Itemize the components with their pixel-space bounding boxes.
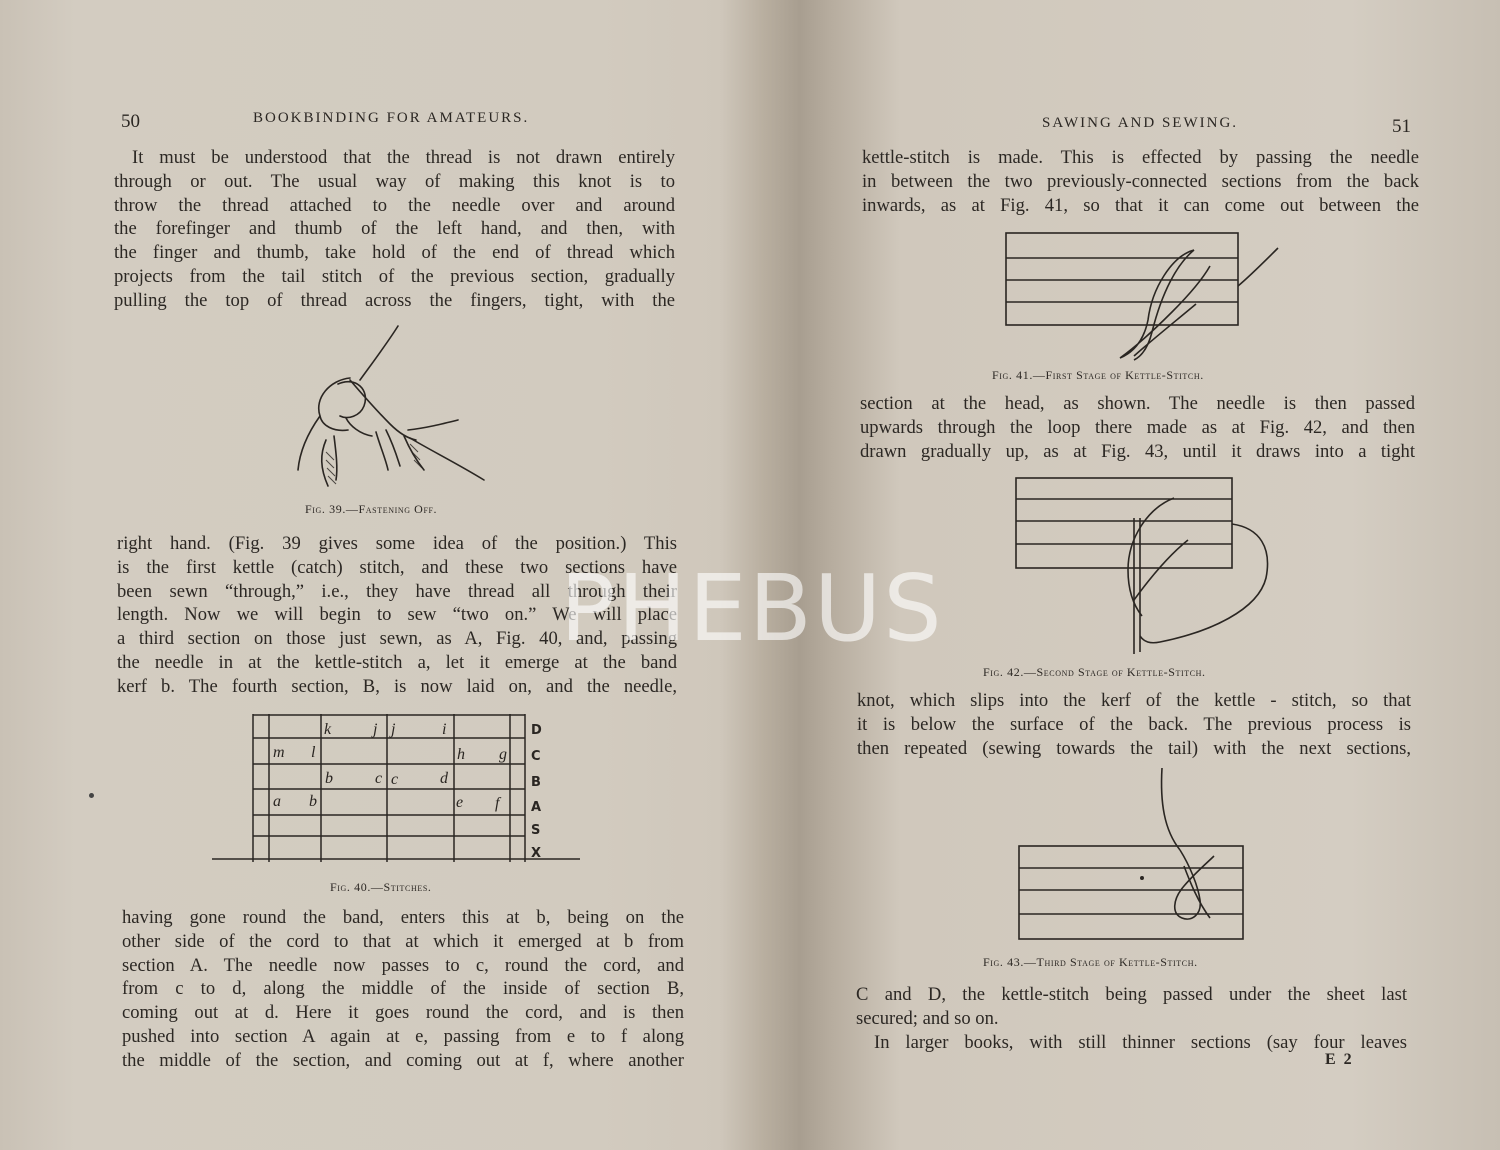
text-line: then repeated (sewing towards the tail) with the next sections, (857, 737, 1411, 759)
paragraph-2 (117, 532, 677, 699)
text-line: C and D, the kettle-stitch being passed under the sheet last (856, 984, 1407, 1005)
cell-d: d (440, 770, 448, 787)
cell-h: h (457, 746, 465, 763)
cell-j2: j (391, 721, 396, 738)
ink-speck (89, 793, 94, 798)
cell-a: a (273, 793, 281, 810)
text-line: section A. The needle now passes to c, round the cord, and (122, 954, 684, 976)
watermark: PHEBUS (560, 555, 944, 662)
text-line: a third section on those just sewn, as A, Fig. 40, and, passing (117, 628, 677, 650)
running-head: BOOKBINDING FOR AMATEURS. (253, 110, 530, 126)
row-label-c: C (531, 749, 541, 764)
text-line: kettle-stitch is made. This is effected by passing the needle (862, 147, 1419, 168)
kettle-stitch-stage-1 (1002, 228, 1282, 366)
paragraph-1 (114, 146, 675, 313)
row-label-d: D (531, 723, 542, 738)
text-line: In larger books, with still thinner sections (say four leaves (874, 1031, 1407, 1053)
fastening-off-illustration (290, 320, 490, 492)
paragraph-2 (860, 392, 1415, 463)
text-line: kerf b. The fourth section, B, is now laid on, and the needle, (117, 675, 677, 697)
running-head: SAWING AND SEWING. (1042, 115, 1239, 131)
text-line: pushed into section A again at e, passing from e to f along (122, 1025, 684, 1047)
figure-39-caption: Fig. 39.—Fastening Off. (305, 502, 438, 516)
text-line: section at the head, as shown. The needle is then passed (860, 393, 1415, 414)
row-label-x: X (531, 846, 542, 861)
text-line: from c to d, along the middle of the inside of section B, (122, 978, 684, 1000)
paragraph-4 (856, 983, 1407, 1054)
figure-43-caption: Fig. 43.—Third Stage of Kettle-Stitch. (983, 955, 1198, 969)
figure-41 (1002, 228, 1282, 366)
text-line: having gone round the band, enters this at b, being on the (122, 907, 684, 928)
text-line: right hand. (Fig. 39 gives some idea of the position.) This (117, 533, 677, 554)
text-line: coming out at d. Here it goes round the cord, and is then (122, 1002, 684, 1024)
cell-i: i (442, 721, 447, 738)
cell-f: f (495, 795, 500, 812)
right-page (820, 0, 1500, 1150)
figure-42 (1010, 474, 1278, 660)
cell-j1: j (373, 721, 378, 738)
cell-b1: b (325, 770, 333, 787)
signature-mark: E 2 (1325, 1051, 1354, 1068)
text-line: inwards, as at Fig. 41, so that it can come out between the (862, 194, 1419, 216)
text-line: the forefinger and thumb of the left hand, and then, with (114, 218, 675, 240)
row-label-b: B (531, 775, 541, 790)
text-line: been sewn “through,” i.e., they have thread all through their (117, 580, 677, 602)
figure-43 (1014, 766, 1248, 942)
text-line: is the first kettle (catch) stitch, and these two sections have (117, 556, 677, 578)
figure-39 (290, 320, 490, 492)
figure-40-caption: Fig. 40.—Stitches. (330, 880, 432, 894)
kettle-stitch-stage-3 (1014, 766, 1248, 942)
cell-m: m (273, 744, 285, 761)
stitches-diagram (212, 712, 582, 867)
row-label-s: S (531, 823, 541, 838)
text-line: length. Now we will begin to sew “two on.” We will place (117, 604, 677, 626)
cell-e: e (456, 794, 464, 811)
figure-41-caption: Fig. 41.—First Stage of Kettle-Stitch. (992, 368, 1204, 382)
paragraph-3 (122, 906, 684, 1073)
text-line: throw the thread attached to the needle over and around (114, 194, 675, 216)
cell-b2: b (309, 793, 317, 810)
cell-g: g (499, 746, 507, 763)
text-line: drawn gradually up, as at Fig. 43, until it draws into a tight (860, 440, 1415, 462)
text-line: secured; and so on. (856, 1007, 999, 1029)
page-number: 51 (1392, 116, 1411, 137)
text-line: other side of the cord to that at which it emerged at b from (122, 930, 684, 952)
cell-k: k (324, 721, 332, 738)
text-line: It must be understood that the thread is not drawn entirely (132, 147, 675, 168)
row-label-a: A (531, 800, 542, 815)
text-line: knot, which slips into the kerf of the kettle - stitch, so that (857, 690, 1411, 711)
text-line: it is below the surface of the back. The previous process is (857, 713, 1411, 735)
kettle-stitch-stage-2 (1010, 474, 1278, 660)
text-line: the middle of the section, and coming out at f, where another (122, 1049, 684, 1071)
text-line: in between the two previously-connected sections from the back (862, 170, 1419, 192)
figure-40-table (212, 712, 582, 867)
text-line: the needle in at the kettle-stitch a, let it emerge at the band (117, 651, 677, 673)
text-line: through or out. The usual way of making this knot is to (114, 170, 675, 192)
text-line: the finger and thumb, take hold of the end of thread which (114, 242, 675, 264)
cell-c2: c (391, 771, 399, 788)
paragraph-3 (857, 689, 1411, 760)
paragraph-1 (862, 146, 1419, 217)
text-line: upwards through the loop there made as at Fig. 42, and then (860, 416, 1415, 438)
cell-l: l (311, 744, 316, 761)
text-line: pulling the top of thread across the fingers, tight, with the (114, 289, 675, 311)
text-line: projects from the tail stitch of the previous section, gradually (114, 265, 675, 287)
page-number: 50 (121, 111, 140, 132)
figure-42-caption: Fig. 42.—Second Stage of Kettle-Stitch. (983, 665, 1206, 679)
cell-c1: c (375, 770, 383, 787)
